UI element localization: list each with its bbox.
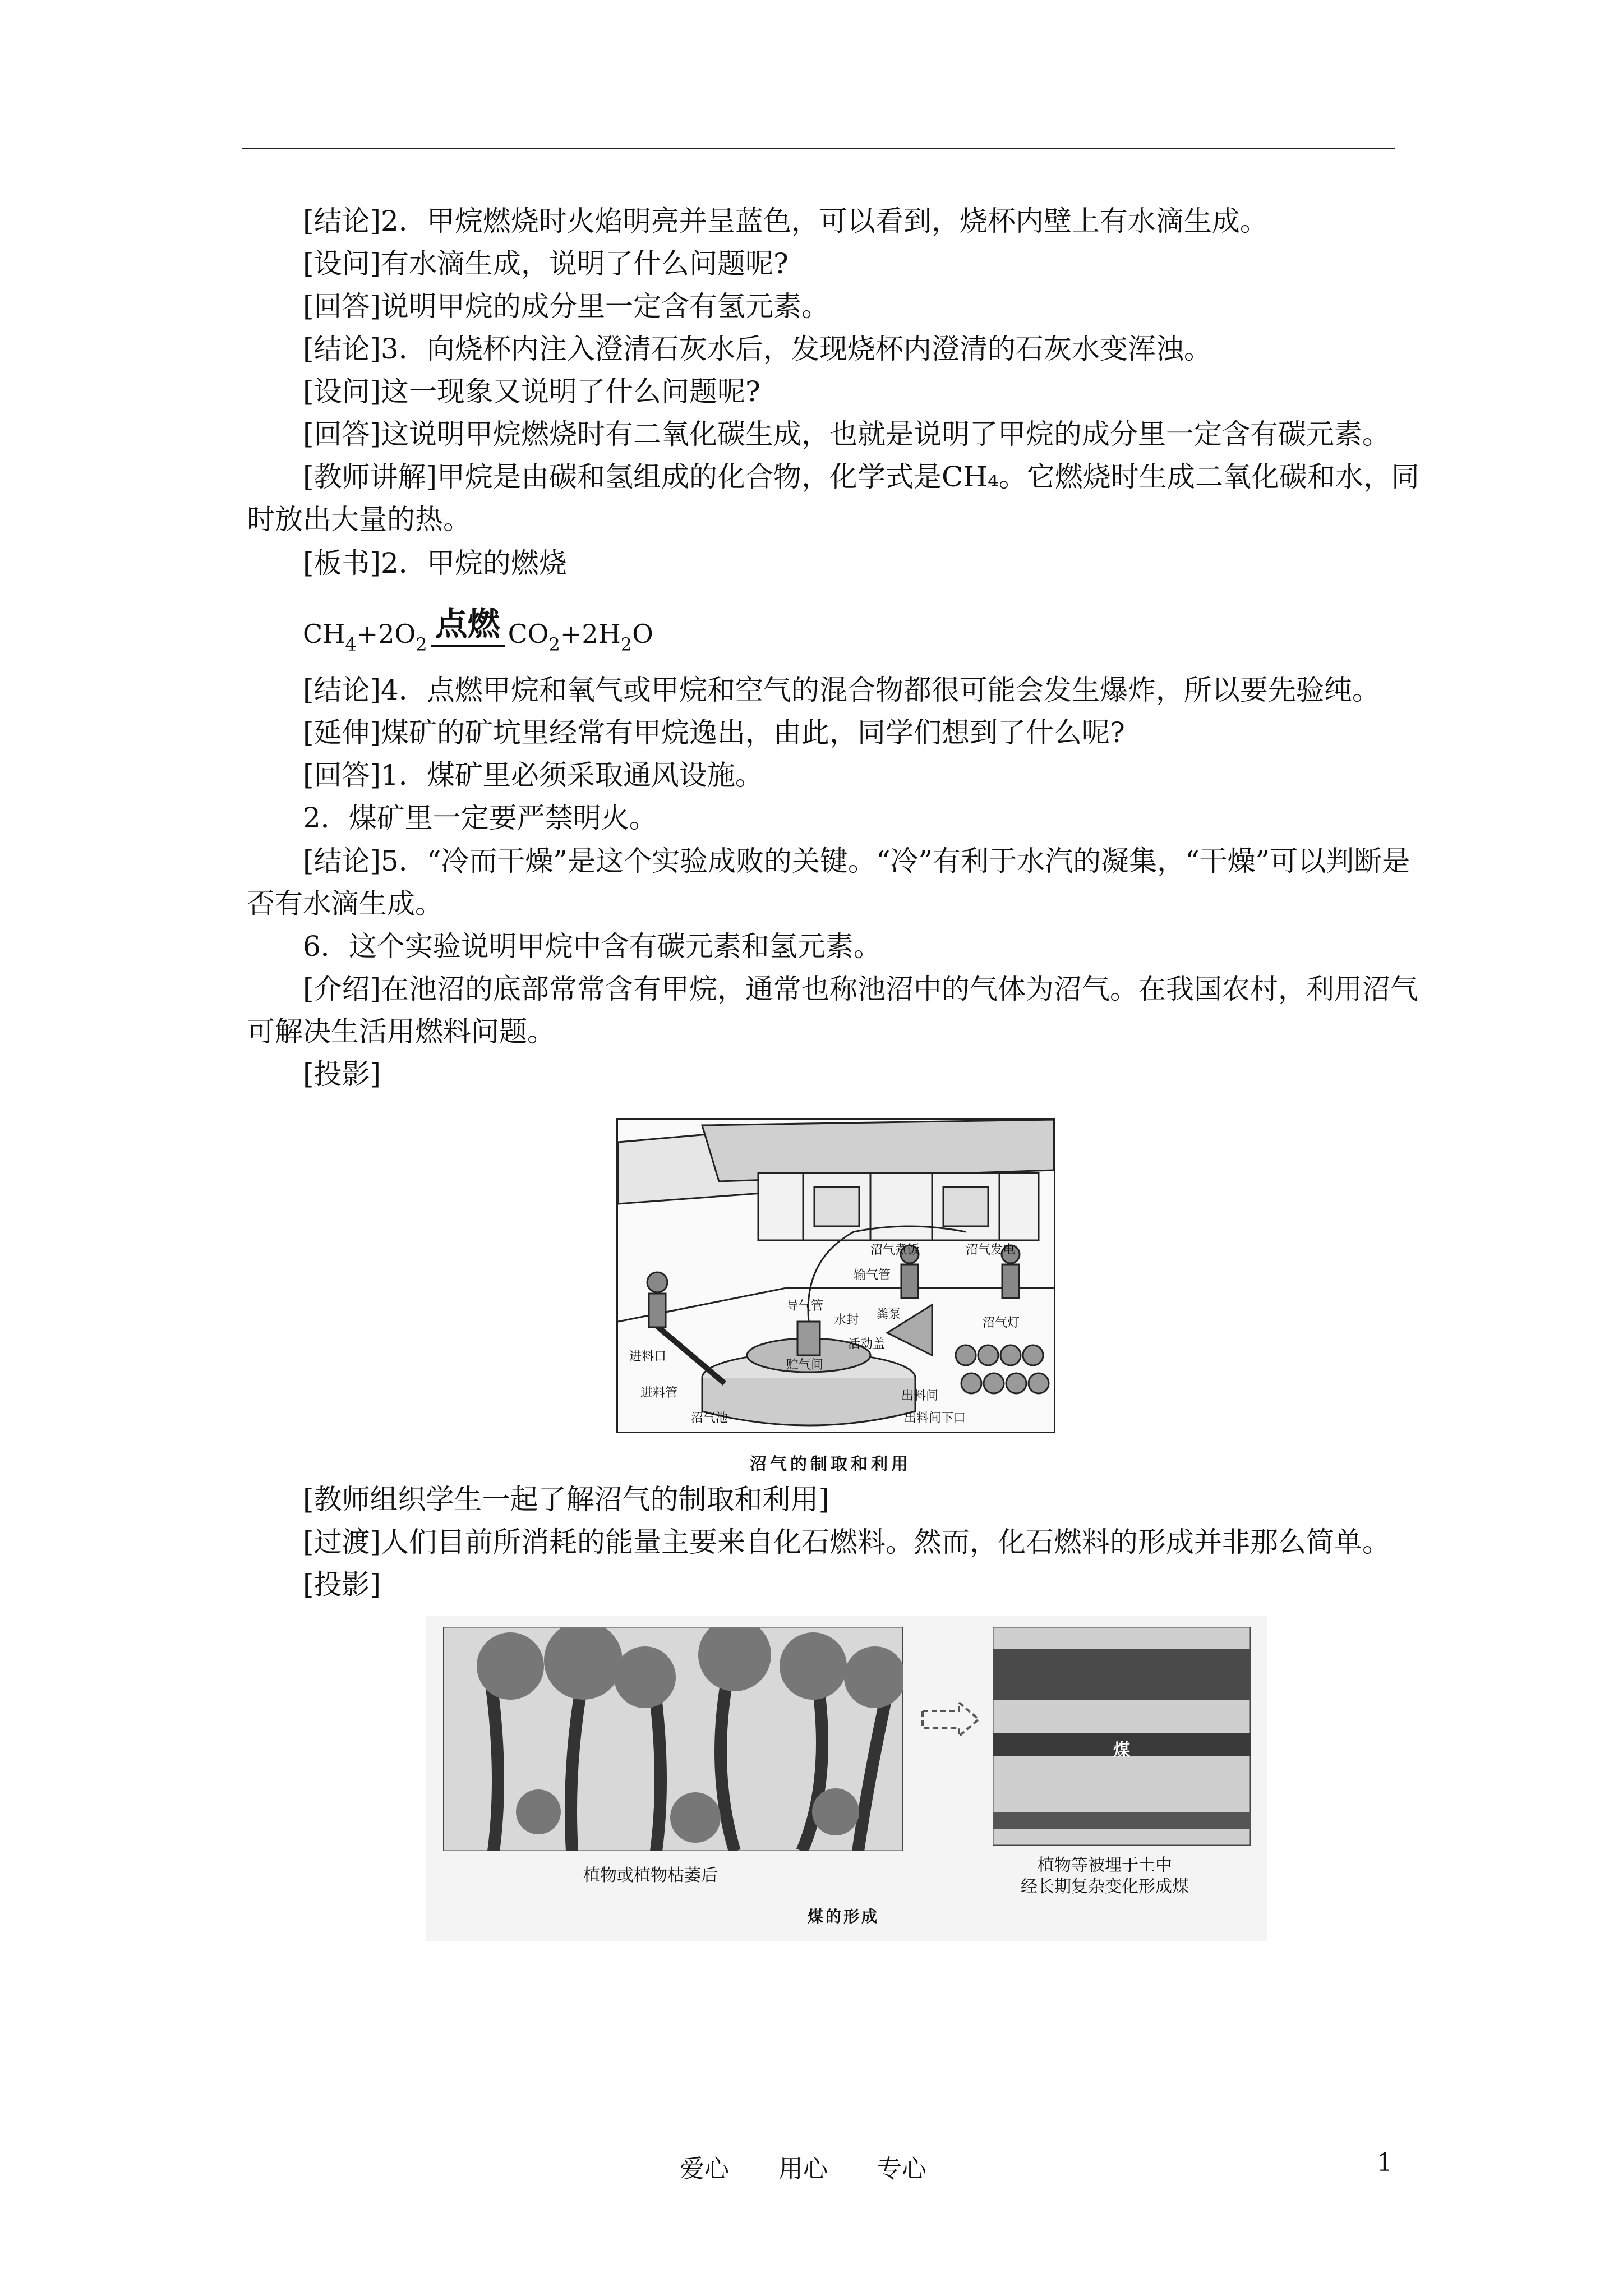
paragraph-line: [回答]这说明甲烷燃烧时有二氧化碳生成，也就是说明了甲烷的成分里一定含有碳元素。 (303, 418, 1391, 450)
figure-label: 出料间 (901, 1389, 939, 1403)
paragraph-line: 可解决生活用燃料问题。 (247, 1015, 555, 1048)
figure-label: 植物或植物枯萎后 (583, 1866, 718, 1885)
paragraph-line: 时放出大量的热。 (247, 503, 471, 536)
figure-label: 粪泵 (876, 1308, 901, 1322)
figure-label: 植物等被埋于土中 (1038, 1856, 1172, 1875)
paragraph-line: [介绍]在池沼的底部常常含有甲烷，通常也称池沼中的气体为沼气。在我国农村，利用沼气 (303, 973, 1419, 1005)
paragraph-line: [回答]1．煤矿里必须采取通风设施。 (303, 759, 763, 792)
paragraph-line: [投影] (303, 1568, 381, 1601)
coal-label: 煤 (1113, 1741, 1130, 1760)
figure-label: 经长期复杂变化形成煤 (1021, 1877, 1189, 1897)
transformation-arrow (920, 1700, 981, 1739)
paragraph-line: [设问]有水滴生成，说明了什么问题呢? (303, 247, 789, 280)
paragraph-line: [延伸]煤矿的矿坑里经常有甲烷逸出，由此，同学们想到了什么呢? (303, 716, 1125, 749)
figure-label: 输气管 (854, 1268, 891, 1282)
paragraph-line: 6．这个实验说明甲烷中含有碳元素和氢元素。 (303, 930, 882, 963)
header-rule (242, 148, 1395, 149)
paragraph-line: [教师讲解]甲烷是由碳和氢组成的化合物，化学式是CH₄。它燃烧时生成二氧化碳和水，同 (303, 461, 1419, 493)
figure-label: 沼气发电 (966, 1243, 1016, 1257)
page-number: 1 (1377, 2148, 1393, 2177)
figure-label: 进料口 (629, 1350, 667, 1364)
paragraph-line: [板书]2．甲烷的燃烧 (303, 547, 567, 579)
biogas-illustration (618, 1120, 1054, 1432)
figure-label: 沼气池 (691, 1411, 728, 1425)
figure-caption: 沼气的制取和利用 (750, 1455, 911, 1474)
paragraph-line: [结论]3．向烧杯内注入澄清石灰水后，发现烧杯内澄清的石灰水变浑浊。 (303, 333, 1212, 365)
figure-caption: 煤的形成 (808, 1907, 880, 1926)
figure-label: 沼气灯 (983, 1316, 1020, 1330)
forest-illustration (443, 1627, 903, 1851)
paragraph-line: [回答]说明甲烷的成分里一定含有氢元素。 (303, 290, 830, 323)
paragraph-line: [投影] (303, 1058, 381, 1091)
combustion-equation: $CH_4+2O_2$点燃 $CO_2+2H_2O$ (303, 605, 653, 655)
paragraph-line: [教师组织学生一起了解沼气的制取和利用] (303, 1483, 830, 1516)
paragraph-line: [结论]4．点燃甲烷和氧气或甲烷和空气的混合物都很可能会发生爆炸，所以要先验纯。 (303, 674, 1380, 706)
paragraph-line: [结论]2．甲烷燃烧时火焰明亮并呈蓝色，可以看到，烧杯内壁上有水滴生成。 (303, 205, 1268, 237)
paragraph-line: [结论]5．“冷而干燥”是这个实验成败的关键。“冷”有利于水汽的凝集，“干燥”可以判断是 (303, 845, 1410, 877)
paragraph-line: 2．煤矿里一定要严禁明火。 (303, 802, 657, 834)
figure-label: 进料管 (640, 1386, 678, 1400)
paragraph-line: 否有水滴生成。 (247, 887, 443, 920)
figure-label: 出料间下口 (904, 1411, 966, 1425)
footer-slogan: 爱心 用心 专心 (680, 2155, 926, 2183)
paragraph-line: [设问]这一现象又说明了什么问题呢? (303, 375, 760, 408)
figure-label: 贮气间 (786, 1358, 824, 1372)
figure-label: 水封 (834, 1313, 859, 1327)
figure-label: 导气管 (786, 1299, 824, 1313)
figure-label: 活动盖 (848, 1337, 886, 1351)
biogas-figure (616, 1118, 1055, 1433)
figure-label: 沼气煮饭 (870, 1243, 920, 1257)
coal-formation-figure (426, 1616, 1267, 1941)
paragraph-line: [过渡]人们目前所消耗的能量主要来自化石燃料。然而，化石燃料的形成并非那么简单。 (303, 1526, 1391, 1558)
reaction-condition: 点燃 (431, 597, 505, 647)
